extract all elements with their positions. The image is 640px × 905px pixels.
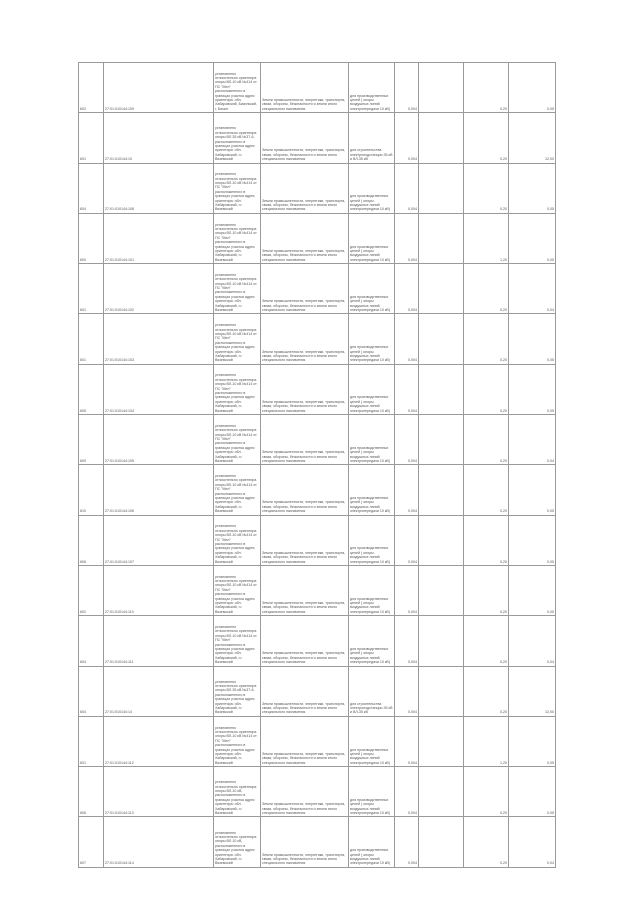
location-description: установлено относительно ориентира опоры ВЛ-10 кВ, расположенного в границах участка адрес ориентира: обл. Хабаровский, г.г. Вяземский bbox=[214, 767, 261, 817]
empty-cell bbox=[419, 515, 464, 565]
empty-cell bbox=[419, 465, 464, 515]
cadastral-number: 27:01:010144:113 bbox=[104, 767, 214, 817]
empty-cell bbox=[419, 63, 464, 113]
cadastral-number: 27:01:010144:102 bbox=[104, 264, 214, 314]
cadastral-number: 27:01:010144:103 bbox=[104, 314, 214, 364]
value-cell: 0,05 bbox=[509, 163, 556, 213]
table-body bbox=[79, 63, 556, 868]
value-cell: 0,04 bbox=[509, 817, 556, 867]
land-category: Земли промышленности, энергетики, транспорта, связи, обороны, безопасности и земли иного специального назначения bbox=[261, 415, 349, 465]
land-category: Земли промышленности, энергетики, транспорта, связи, обороны, безопасности и земли иного специального назначения bbox=[261, 565, 349, 615]
cadastral-number: 27:01:010144:10 bbox=[104, 113, 214, 163]
value-cell: 0,04 bbox=[509, 415, 556, 465]
cadastral-number: 27:01:010144:14 bbox=[104, 666, 214, 716]
location-description: установлено относительно ориентира опоры ВЛ-10 кВ №414 от ПС "Мел" расположенного в границах участка адрес ориентира: обл. Хабаровский, г.г. Вяземский bbox=[214, 616, 261, 666]
land-category: Земли промышленности, энергетики, транспорта, связи, обороны, безопасности и земли иного специального назначения bbox=[261, 716, 349, 766]
location-description: установлено относительно ориентира опоры ВЛ-35 кВ №37-6, расположенного в границах участка адрес ориентира: обл. Хабаровский, г.г. Вяземский bbox=[214, 666, 261, 716]
area-value: 0,004 bbox=[395, 465, 419, 515]
table-row bbox=[79, 666, 556, 716]
land-category: Земли промышленности, энергетики, транспорта, связи, обороны, безопасности и земли иного специального назначения bbox=[261, 113, 349, 163]
table-row bbox=[79, 767, 556, 817]
location-description: установлено относительно ориентира опоры ВЛ-10 кВ №414 от ПС "Мел" расположенного в границах участка адрес ориентира: обл. Хабаровский, г.г. Вяземский bbox=[214, 163, 261, 213]
empty-cell bbox=[419, 565, 464, 615]
cadastral-number: 27:01:010144:112 bbox=[104, 716, 214, 766]
land-category: Земли промышленности, энергетики, транспорта, связи, обороны, безопасности и земли иного специального назначения bbox=[261, 666, 349, 716]
value-cell: 1,20 bbox=[464, 213, 509, 263]
row-number: 601 bbox=[79, 716, 104, 766]
row-number: 604 bbox=[79, 666, 104, 716]
land-plots-table bbox=[78, 62, 556, 868]
area-value: 0,004 bbox=[395, 364, 419, 414]
cadastral-number: 27:01:010144:111 bbox=[104, 616, 214, 666]
cadastral-number: 27:01:010144:101 bbox=[104, 213, 214, 263]
area-value: 0,004 bbox=[395, 163, 419, 213]
area-value: 0,004 bbox=[395, 565, 419, 615]
empty-cell bbox=[419, 616, 464, 666]
value-cell: 0,20 bbox=[464, 465, 509, 515]
table-row bbox=[79, 465, 556, 515]
value-cell: 0,05 bbox=[509, 364, 556, 414]
location-description: установлено относительно ориентира опоры ВЛ-10 кВ №414 от ПС "Мел" расположенного в границах участка адрес ориентира: обл. Хабаровский, г.г. Вяземский bbox=[214, 415, 261, 465]
table-row bbox=[79, 113, 556, 163]
row-number: 606 bbox=[79, 767, 104, 817]
location-description: установлено относительно ориентира опоры ВЛ-10 кВ №414 от ПС "Мел" расположенного в границах участка адрес ориентира: обл. Хабаровский, г.г. Вяземский bbox=[214, 264, 261, 314]
permitted-use: для производственных целей ( опоры воздушных линий электропередачи 10 кВ) bbox=[349, 817, 395, 867]
value-cell: 0,04 bbox=[509, 264, 556, 314]
land-category: Земли промышленности, энергетики, транспорта, связи, обороны, безопасности и земли иного специального назначения bbox=[261, 63, 349, 113]
value-cell: 0,05 bbox=[509, 515, 556, 565]
permitted-use: для производственных целей ( опоры воздушных линий электропередачи 10 кВ) bbox=[349, 616, 395, 666]
row-number: 602 bbox=[79, 565, 104, 615]
value-cell: 0,04 bbox=[509, 616, 556, 666]
value-cell: 0,20 bbox=[464, 163, 509, 213]
value-cell: 0,20 bbox=[464, 767, 509, 817]
row-number: 609 bbox=[79, 415, 104, 465]
permitted-use: для строительства электроподстанции 35 кВ и ВЛ-35 кВ bbox=[349, 113, 395, 163]
land-category: Земли промышленности, энергетики, транспорта, связи, обороны, безопасности и земли иного специального назначения bbox=[261, 264, 349, 314]
table-row bbox=[79, 515, 556, 565]
area-value: 0,004 bbox=[395, 716, 419, 766]
permitted-use: для производственных целей ( опоры воздушных линий электропередачи 10 кВ) bbox=[349, 314, 395, 364]
cadastral-number: 27:01:010144:106 bbox=[104, 465, 214, 515]
value-cell: 0,05 bbox=[509, 314, 556, 364]
row-number: 602 bbox=[79, 63, 104, 113]
empty-cell bbox=[419, 314, 464, 364]
cadastral-number: 27:01:010144:108 bbox=[104, 163, 214, 213]
row-number: 606 bbox=[79, 515, 104, 565]
area-value: 0,004 bbox=[395, 666, 419, 716]
row-number: 610 bbox=[79, 465, 104, 515]
row-number: 601 bbox=[79, 264, 104, 314]
table-row bbox=[79, 716, 556, 766]
area-value: 0,004 bbox=[395, 113, 419, 163]
empty-cell bbox=[419, 666, 464, 716]
value-cell: 0,20 bbox=[464, 616, 509, 666]
value-cell: 0,20 bbox=[464, 63, 509, 113]
table-row bbox=[79, 264, 556, 314]
location-description: установлено относительно ориентира опоры ВЛ-35 кВ №37-6, расположенного в границах участка адрес ориентира: обл. Хабаровский, г.г. Вяземский bbox=[214, 113, 261, 163]
empty-cell bbox=[419, 264, 464, 314]
table-row bbox=[79, 163, 556, 213]
location-description: установлено относительно ориентира опоры ВЛ-10 кВ №414 от ПС "Мел" расположенного в границах участка адрес ориентира: обл. Хабаровский, г.г. Вяземский bbox=[214, 213, 261, 263]
location-description: установлено относительно ориентира опоры ВЛ-10 кВ, расположенного в границах участка адрес ориентира: обл. Хабаровский, г.г. Вяземский bbox=[214, 817, 261, 867]
cadastral-number: 27:01:010144:105 bbox=[104, 415, 214, 465]
land-category: Земли промышленности, энергетики, транспорта, связи, обороны, безопасности и земли иного специального назначения bbox=[261, 817, 349, 867]
land-category: Земли промышленности, энергетики, транспорта, связи, обороны, безопасности и земли иного специального назначения bbox=[261, 364, 349, 414]
area-value: 0,004 bbox=[395, 213, 419, 263]
area-value: 0,004 bbox=[395, 616, 419, 666]
value-cell: 0,20 bbox=[464, 565, 509, 615]
location-description: установлено относительно ориентира опоры ВЛ-10 кВ №414 от ПС "Мел" расположенного в границах участка адрес ориентира: обл. Хабаровский, г.г. Вяземский bbox=[214, 465, 261, 515]
value-cell: 0,05 bbox=[509, 465, 556, 515]
land-category: Земли промышленности, энергетики, транспорта, связи, обороны, безопасности и земли иного специального назначения bbox=[261, 213, 349, 263]
row-number: 601 bbox=[79, 314, 104, 364]
row-number: 601 bbox=[79, 113, 104, 163]
land-category: Земли промышленности, энергетики, транспорта, связи, обороны, безопасности и земли иного специального назначения bbox=[261, 314, 349, 364]
permitted-use: для производственных целей ( опоры воздушных линий электропередачи 10 кВ) bbox=[349, 767, 395, 817]
value-cell: 12,00 bbox=[509, 113, 556, 163]
area-value: 0,004 bbox=[395, 314, 419, 364]
table-row bbox=[79, 415, 556, 465]
value-cell: 0,20 bbox=[464, 314, 509, 364]
cadastral-number: 27:01:010144:104 bbox=[104, 364, 214, 414]
location-description: установлено относительно ориентира опоры ВЛ-10 кВ №414 от ПС "Мел" расположенного в границах участка адрес ориентира: обл. Хабаровский, г.г. Вяземский bbox=[214, 314, 261, 364]
value-cell: 0,05 bbox=[509, 213, 556, 263]
empty-cell bbox=[419, 364, 464, 414]
permitted-use: для производственных целей ( опоры воздушных линий электропередачи 10 кВ) bbox=[349, 716, 395, 766]
permitted-use: для производственных целей ( опоры воздушных линий электропередачи 10 кВ) bbox=[349, 565, 395, 615]
empty-cell bbox=[419, 716, 464, 766]
permitted-use: для строительства электроподстанции 35 кВ и ВЛ-35 кВ bbox=[349, 666, 395, 716]
location-description: установлено относительно ориентира опоры ВЛ-10 кВ №414 от ПС "Мел" расположенного в границах участка адрес ориентира: обл. Хабаровский, г.г. Вяземский bbox=[214, 716, 261, 766]
value-cell: 12,00 bbox=[509, 666, 556, 716]
land-category: Земли промышленности, энергетики, транспорта, связи, обороны, безопасности и земли иного специального назначения bbox=[261, 767, 349, 817]
permitted-use: для производственных целей ( опоры воздушных линий электропередачи 10 кВ) bbox=[349, 213, 395, 263]
value-cell: 0,20 bbox=[464, 113, 509, 163]
table-row bbox=[79, 565, 556, 615]
land-category: Земли промышленности, энергетики, транспорта, связи, обороны, безопасности и земли иного специального назначения bbox=[261, 616, 349, 666]
cadastral-number: 27:01:010144:109 bbox=[104, 63, 214, 113]
value-cell: 0,20 bbox=[464, 415, 509, 465]
value-cell: 0,05 bbox=[509, 767, 556, 817]
permitted-use: для производственных целей ( опоры воздушных линий электропередачи 10 кВ) bbox=[349, 163, 395, 213]
value-cell: 0,05 bbox=[509, 63, 556, 113]
table-row bbox=[79, 817, 556, 867]
land-category: Земли промышленности, энергетики, транспорта, связи, обороны, безопасности и земли иного специального назначения bbox=[261, 163, 349, 213]
value-cell: 0,20 bbox=[464, 264, 509, 314]
empty-cell bbox=[419, 415, 464, 465]
land-category: Земли промышленности, энергетики, транспорта, связи, обороны, безопасности и земли иного специального назначения bbox=[261, 465, 349, 515]
value-cell: 0,05 bbox=[509, 716, 556, 766]
empty-cell bbox=[419, 213, 464, 263]
row-number: 604 bbox=[79, 616, 104, 666]
table-row bbox=[79, 314, 556, 364]
value-cell: 0,20 bbox=[464, 515, 509, 565]
row-number: 607 bbox=[79, 817, 104, 867]
value-cell: 0,20 bbox=[464, 666, 509, 716]
location-description: установлено относительно ориентира опоры ВЛ-10 кВ №414 от ПС "Мел" расположенного в границах участка адрес ориентира: обл. Хабаровский, г.г. Вяземский bbox=[214, 515, 261, 565]
value-cell: 0,05 bbox=[509, 565, 556, 615]
area-value: 0,004 bbox=[395, 817, 419, 867]
cadastral-number: 27:01:010144:114 bbox=[104, 817, 214, 867]
area-value: 0,004 bbox=[395, 264, 419, 314]
empty-cell bbox=[419, 113, 464, 163]
table-row bbox=[79, 63, 556, 113]
location-description: установлено относительно ориентира опоры ВЛ-10 кВ №414 от ПС "Мел" расположенного в границах участка адрес ориентира: обл. Хабаровский, Бикинский, г. Бикин bbox=[214, 63, 261, 113]
row-number: 604 bbox=[79, 163, 104, 213]
empty-cell bbox=[419, 163, 464, 213]
area-value: 0,004 bbox=[395, 415, 419, 465]
table-row bbox=[79, 616, 556, 666]
row-number: 605 bbox=[79, 364, 104, 414]
permitted-use: для производственных целей ( опоры воздушных линий электропередачи 10 кВ) bbox=[349, 264, 395, 314]
value-cell: 1,20 bbox=[464, 716, 509, 766]
value-cell: 0,20 bbox=[464, 364, 509, 414]
location-description: установлено относительно ориентира опоры ВЛ-10 кВ №414 от ПС "Мел" расположенного в границах участка адрес ориентира: обл. Хабаровский, г.г. Вяземский bbox=[214, 364, 261, 414]
area-value: 0,004 bbox=[395, 767, 419, 817]
permitted-use: для производственных целей ( опоры воздушных линий электропередачи 10 кВ) bbox=[349, 465, 395, 515]
area-value: 0,004 bbox=[395, 63, 419, 113]
area-value: 0,004 bbox=[395, 515, 419, 565]
empty-cell bbox=[419, 817, 464, 867]
table-row bbox=[79, 213, 556, 263]
permitted-use: для производственных целей ( опоры воздушных линий электропередачи 10 кВ) bbox=[349, 515, 395, 565]
permitted-use: для производственных целей ( опоры воздушных линий электропередачи 10 кВ) bbox=[349, 63, 395, 113]
permitted-use: для производственных целей ( опоры воздушных линий электропередачи 10 кВ) bbox=[349, 415, 395, 465]
location-description: установлено относительно ориентира опоры ВЛ-10 кВ №414 от ПС "Мел" расположенного в границах участка адрес ориентира: обл. Хабаровский, г.г. Вяземский bbox=[214, 565, 261, 615]
row-number: 600 bbox=[79, 213, 104, 263]
land-category: Земли промышленности, энергетики, транспорта, связи, обороны, безопасности и земли иного специального назначения bbox=[261, 515, 349, 565]
permitted-use: для производственных целей ( опоры воздушных линий электропередачи 10 кВ) bbox=[349, 364, 395, 414]
cadastral-number: 27:01:010144:107 bbox=[104, 515, 214, 565]
cadastral-number: 27:01:010144:110 bbox=[104, 565, 214, 615]
value-cell: 0,20 bbox=[464, 817, 509, 867]
empty-cell bbox=[419, 767, 464, 817]
table-row bbox=[79, 364, 556, 414]
